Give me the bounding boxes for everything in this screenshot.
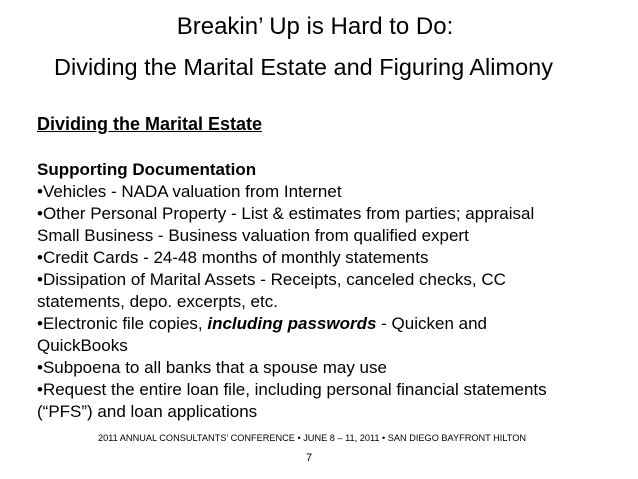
body-line-dissipation-cont: statements, depo. excerpts, etc. (37, 292, 278, 311)
body-line-loan-file: •Request the entire loan file, including personal financial statements (37, 380, 547, 399)
body-line-electronic-files-pre: •Electronic file copies, (37, 314, 208, 333)
body-line-dissipation: •Dissipation of Marital Assets - Receipts, canceled checks, CC (37, 270, 506, 289)
slide-body (37, 159, 627, 423)
body-line-small-business: Small Business - Business valuation from qualified expert (37, 226, 469, 245)
body-line-subpoena: •Subpoena to all banks that a spouse may use (37, 358, 387, 377)
body-line-credit-cards: •Credit Cards - 24-48 months of monthly statements (37, 248, 429, 267)
body-line-personal-property: •Other Personal Property - List & estimates from parties; appraisal (37, 204, 535, 223)
slide-title-text: Breakin’ Up is Hard to Do: (176, 13, 454, 40)
subheading: Supporting Documentation (37, 160, 257, 179)
body-line-quickbooks: QuickBooks (37, 336, 128, 355)
body-line-electronic-files-post: - Quicken and (376, 314, 488, 333)
page-number (0, 451, 638, 465)
passwords-emphasis: including passwords (207, 314, 377, 333)
slide-footer (0, 432, 638, 444)
body-line-electronic-files (37, 313, 627, 335)
slide-title (0, 12, 638, 42)
body-line-loan-file-cont: (“PFS”) and loan applications (37, 402, 258, 421)
slide-subtitle: Dividing the Marital Estate and Figuring Alimony (54, 54, 553, 80)
page-number-text: 7 (305, 452, 313, 464)
body-line-vehicles: •Vehicles - NADA valuation from Internet (37, 182, 342, 201)
section-heading: Dividing the Marital Estate (37, 114, 263, 134)
footer-text: 2011 ANNUAL CONSULTANTS’ CONFERENCE • JUNE 8 – 11, 2011 • SAN DIEGO BAYFRONT HILTON (98, 433, 526, 443)
